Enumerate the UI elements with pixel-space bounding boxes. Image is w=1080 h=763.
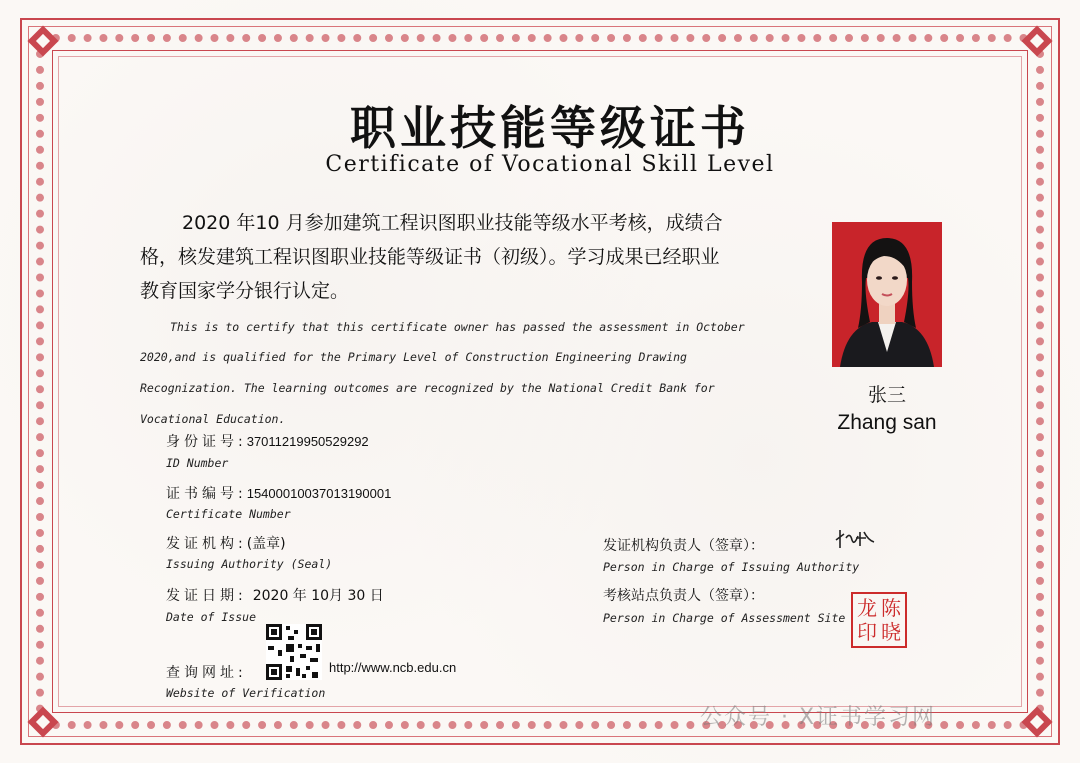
certificate-number-row — [166, 483, 391, 503]
body-english-line: Recognization. The learning outcomes are recognized by the National Credit Bank for — [140, 381, 715, 395]
title-chinese: 职业技能等级证书 — [350, 101, 750, 155]
holder-name-english: Zhang san — [837, 411, 937, 434]
website-label-en: Website of Verification — [166, 686, 326, 700]
holder-name-chinese: 张三 — [867, 384, 906, 406]
issuing-authority-label: 发证机构: — [166, 536, 247, 552]
date-of-issue-value: 2020 年 10月 30 日 — [252, 588, 384, 604]
body-english-line: This is to certify that this certificate owner has passed the assessment in October — [170, 320, 745, 334]
issuing-authority-label-en: Issuing Authority (Seal) — [166, 557, 333, 571]
date-of-issue-label-en: Date of Issue — [166, 610, 257, 624]
watermark: 公众号 · X证书学习网 — [700, 705, 937, 730]
body-chinese-line: 教育国家学分银行认定。 — [140, 280, 350, 302]
title-english: Certificate of Vocational Skill Level — [325, 152, 775, 177]
date-of-issue-row — [166, 585, 384, 605]
body-english-line: Vocational Education. — [140, 412, 286, 426]
id-number-value: 37011219950529292 — [246, 434, 369, 449]
id-number-label-en: ID Number — [166, 456, 229, 470]
signature-icon — [834, 528, 876, 555]
red-seal-stamp — [851, 592, 907, 648]
date-of-issue-label: 发证日期: — [166, 588, 247, 604]
issuing-person-label: 发证机构负责人（签章）： — [603, 538, 764, 554]
id-number-row — [166, 431, 369, 451]
site-person-label-en: Person in Charge of Assessment Site — [603, 611, 846, 625]
issuing-authority-value: (盖章) — [246, 536, 286, 552]
certificate-number-label: 证书编号: — [166, 486, 247, 502]
certificate-number-label-en: Certificate Number — [166, 507, 291, 521]
holder-photo — [832, 222, 942, 367]
issuing-authority-row — [166, 533, 286, 553]
id-number-label: 身份证号: — [166, 434, 247, 450]
body-english-line: 2020,and is qualified for the Primary Level of Construction Engineering Drawing — [140, 350, 687, 364]
issuing-person-label-en: Person in Charge of Issuing Authority — [603, 560, 860, 574]
qr-code-icon[interactable] — [266, 624, 322, 680]
website-link[interactable]: http://www.ncb.edu.cn — [329, 660, 457, 675]
stamp-char: 晓 — [881, 620, 901, 644]
website-label: 查询网址: — [166, 665, 247, 681]
certificate-number-value: 15400010037013190001 — [246, 486, 392, 501]
stamp-char: 龙 — [857, 596, 877, 620]
body-chinese-line: 格，核发建筑工程识图职业技能等级证书（初级）。学习成果已经职业 — [140, 246, 720, 268]
body-chinese-line: 2020 年10 月参加建筑工程识图职业技能等级水平考核，成绩合 — [182, 212, 723, 234]
site-person-label: 考核站点负责人（签章）： — [603, 588, 764, 604]
stamp-char: 印 — [857, 620, 877, 644]
stamp-char: 陈 — [881, 596, 901, 620]
